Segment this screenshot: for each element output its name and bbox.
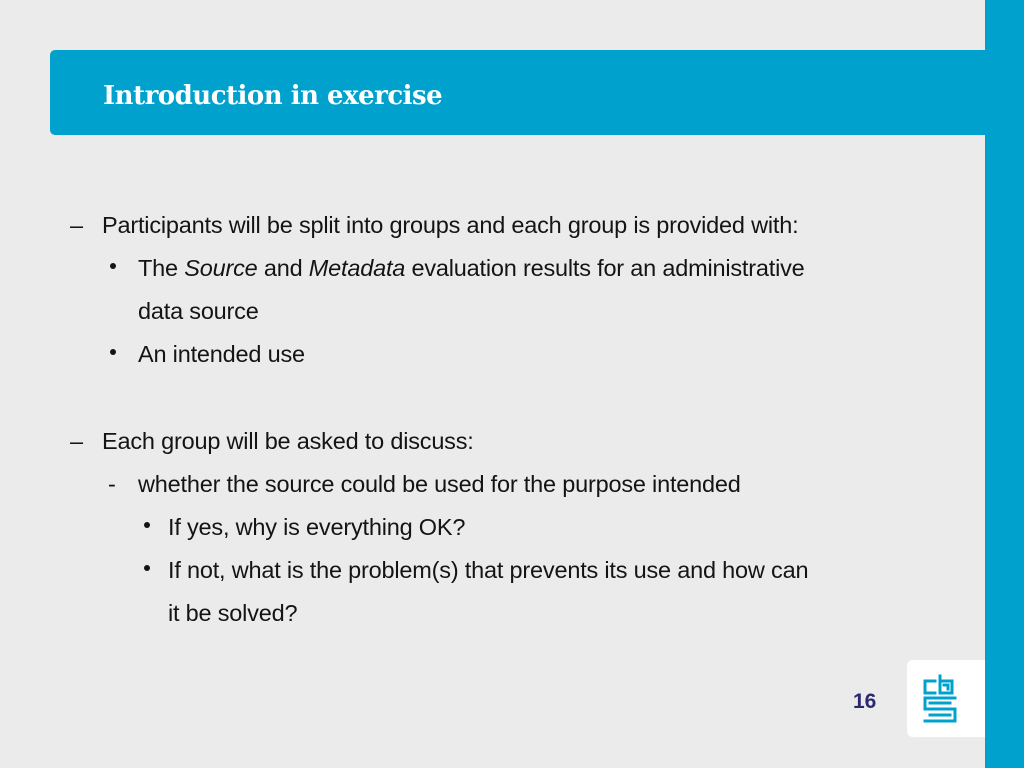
list-item-text-continued: data source <box>138 298 259 324</box>
logo-box <box>907 660 985 737</box>
list-item-text: Each group will be asked to discuss: <box>102 428 474 454</box>
list-item-text: The Source and Metadata evaluation results for an administrative <box>138 255 805 281</box>
page-number: 16 <box>853 690 877 713</box>
dash-marker: – <box>70 428 84 454</box>
dash-marker: – <box>70 212 84 238</box>
list-item-text: If yes, why is everything OK? <box>168 514 466 540</box>
hyphen-marker: - <box>108 471 116 497</box>
cbs-logo-icon <box>922 674 958 724</box>
right-accent-bar <box>985 0 1024 768</box>
bullet-icon <box>144 522 150 528</box>
bullet-icon <box>144 565 150 571</box>
list-item-text: Participants will be split into groups and each group is provided with: <box>102 212 799 238</box>
bullet-icon <box>110 263 116 269</box>
bullet-icon <box>110 349 116 355</box>
list-item-text: whether the source could be used for the purpose intended <box>138 471 741 497</box>
slide-title: Introduction in exercise <box>103 81 443 111</box>
list-item-text: If not, what is the problem(s) that prevents its use and how can <box>168 557 809 583</box>
list-item-text: An intended use <box>138 341 305 367</box>
list-item-text-continued: it be solved? <box>168 600 298 626</box>
